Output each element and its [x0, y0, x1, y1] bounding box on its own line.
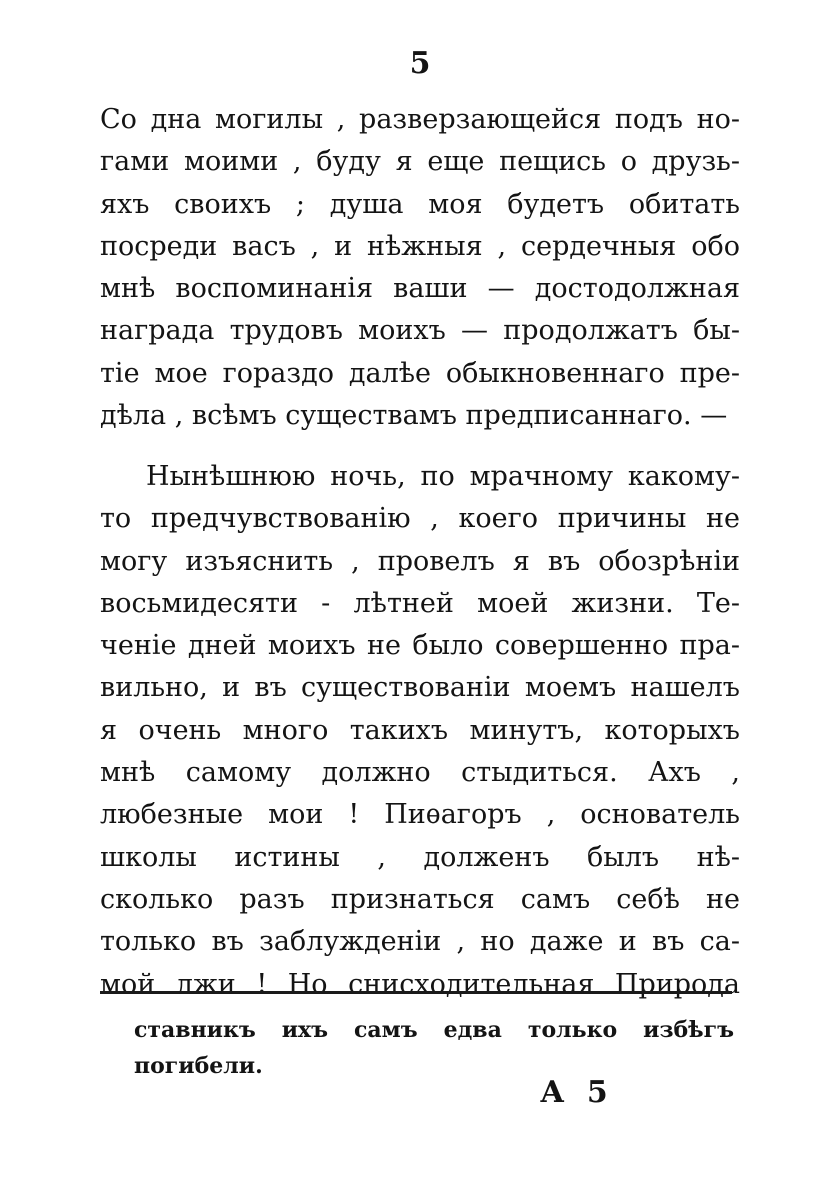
text-line: мнѣ самому должно стыдиться. Ахъ ,	[100, 757, 740, 789]
text-line: то предчувствованію , коего причины не	[100, 503, 740, 535]
text-line: школы истины , долженъ былъ нѣ-	[100, 841, 740, 873]
text-line: ченіе дней моихъ не было совершенно пра-	[100, 630, 740, 662]
text-line: дѣла , всѣмъ существамъ предписаннаго. —	[100, 400, 728, 432]
text-line: мнѣ воспоминанія ваши — достодолжная	[100, 273, 740, 305]
text-line: яхъ своихъ ; душа моя будетъ обитать	[100, 188, 740, 220]
footnote-divider	[100, 991, 732, 994]
page-number: 5	[409, 46, 431, 81]
text-line: только въ заблужденіи , но даже и въ са-	[100, 926, 740, 958]
text-line: мой лжи ! Но снисходительная Природа	[100, 968, 740, 1000]
text-line: гами моими , буду я еще пещись о друзь-	[100, 146, 740, 178]
paragraph-1	[100, 99, 740, 437]
text-line: Со дна могилы , разверзающейся подъ но-	[100, 104, 740, 135]
text-line: восьмидесяти - лѣтней моей жизни. Те-	[100, 587, 740, 619]
text-line: посреди васъ , и нѣжныя , сердечныя обо	[100, 230, 740, 262]
paragraph-2	[100, 456, 740, 1006]
footnote-line: погибели.	[134, 1053, 263, 1079]
footnote	[134, 1012, 734, 1084]
footnote-line: ставникъ ихъ самъ едва только избѣгъ	[134, 1017, 734, 1043]
text-line: я очень много такихъ минутъ, которыхъ	[100, 714, 740, 746]
text-line: сколько разъ признаться самъ себѣ не	[100, 883, 740, 915]
text-line: Нынѣшнюю ночь, по мрачному какому-	[146, 461, 740, 492]
text-line: награда трудовъ моихъ — продолжатъ бы-	[100, 315, 740, 347]
signature-mark: А 5	[540, 1075, 614, 1110]
text-line: тіе мое гораздо далѣе обыкновеннаго пре-	[100, 357, 740, 389]
text-line: любезные мои ! Пиѳагоръ , основатель	[100, 799, 740, 831]
text-line: вильно, и въ существованіи моемъ нашелъ	[100, 672, 740, 704]
text-line: могу изъяснить , провелъ я въ обозрѣніи	[100, 545, 740, 577]
